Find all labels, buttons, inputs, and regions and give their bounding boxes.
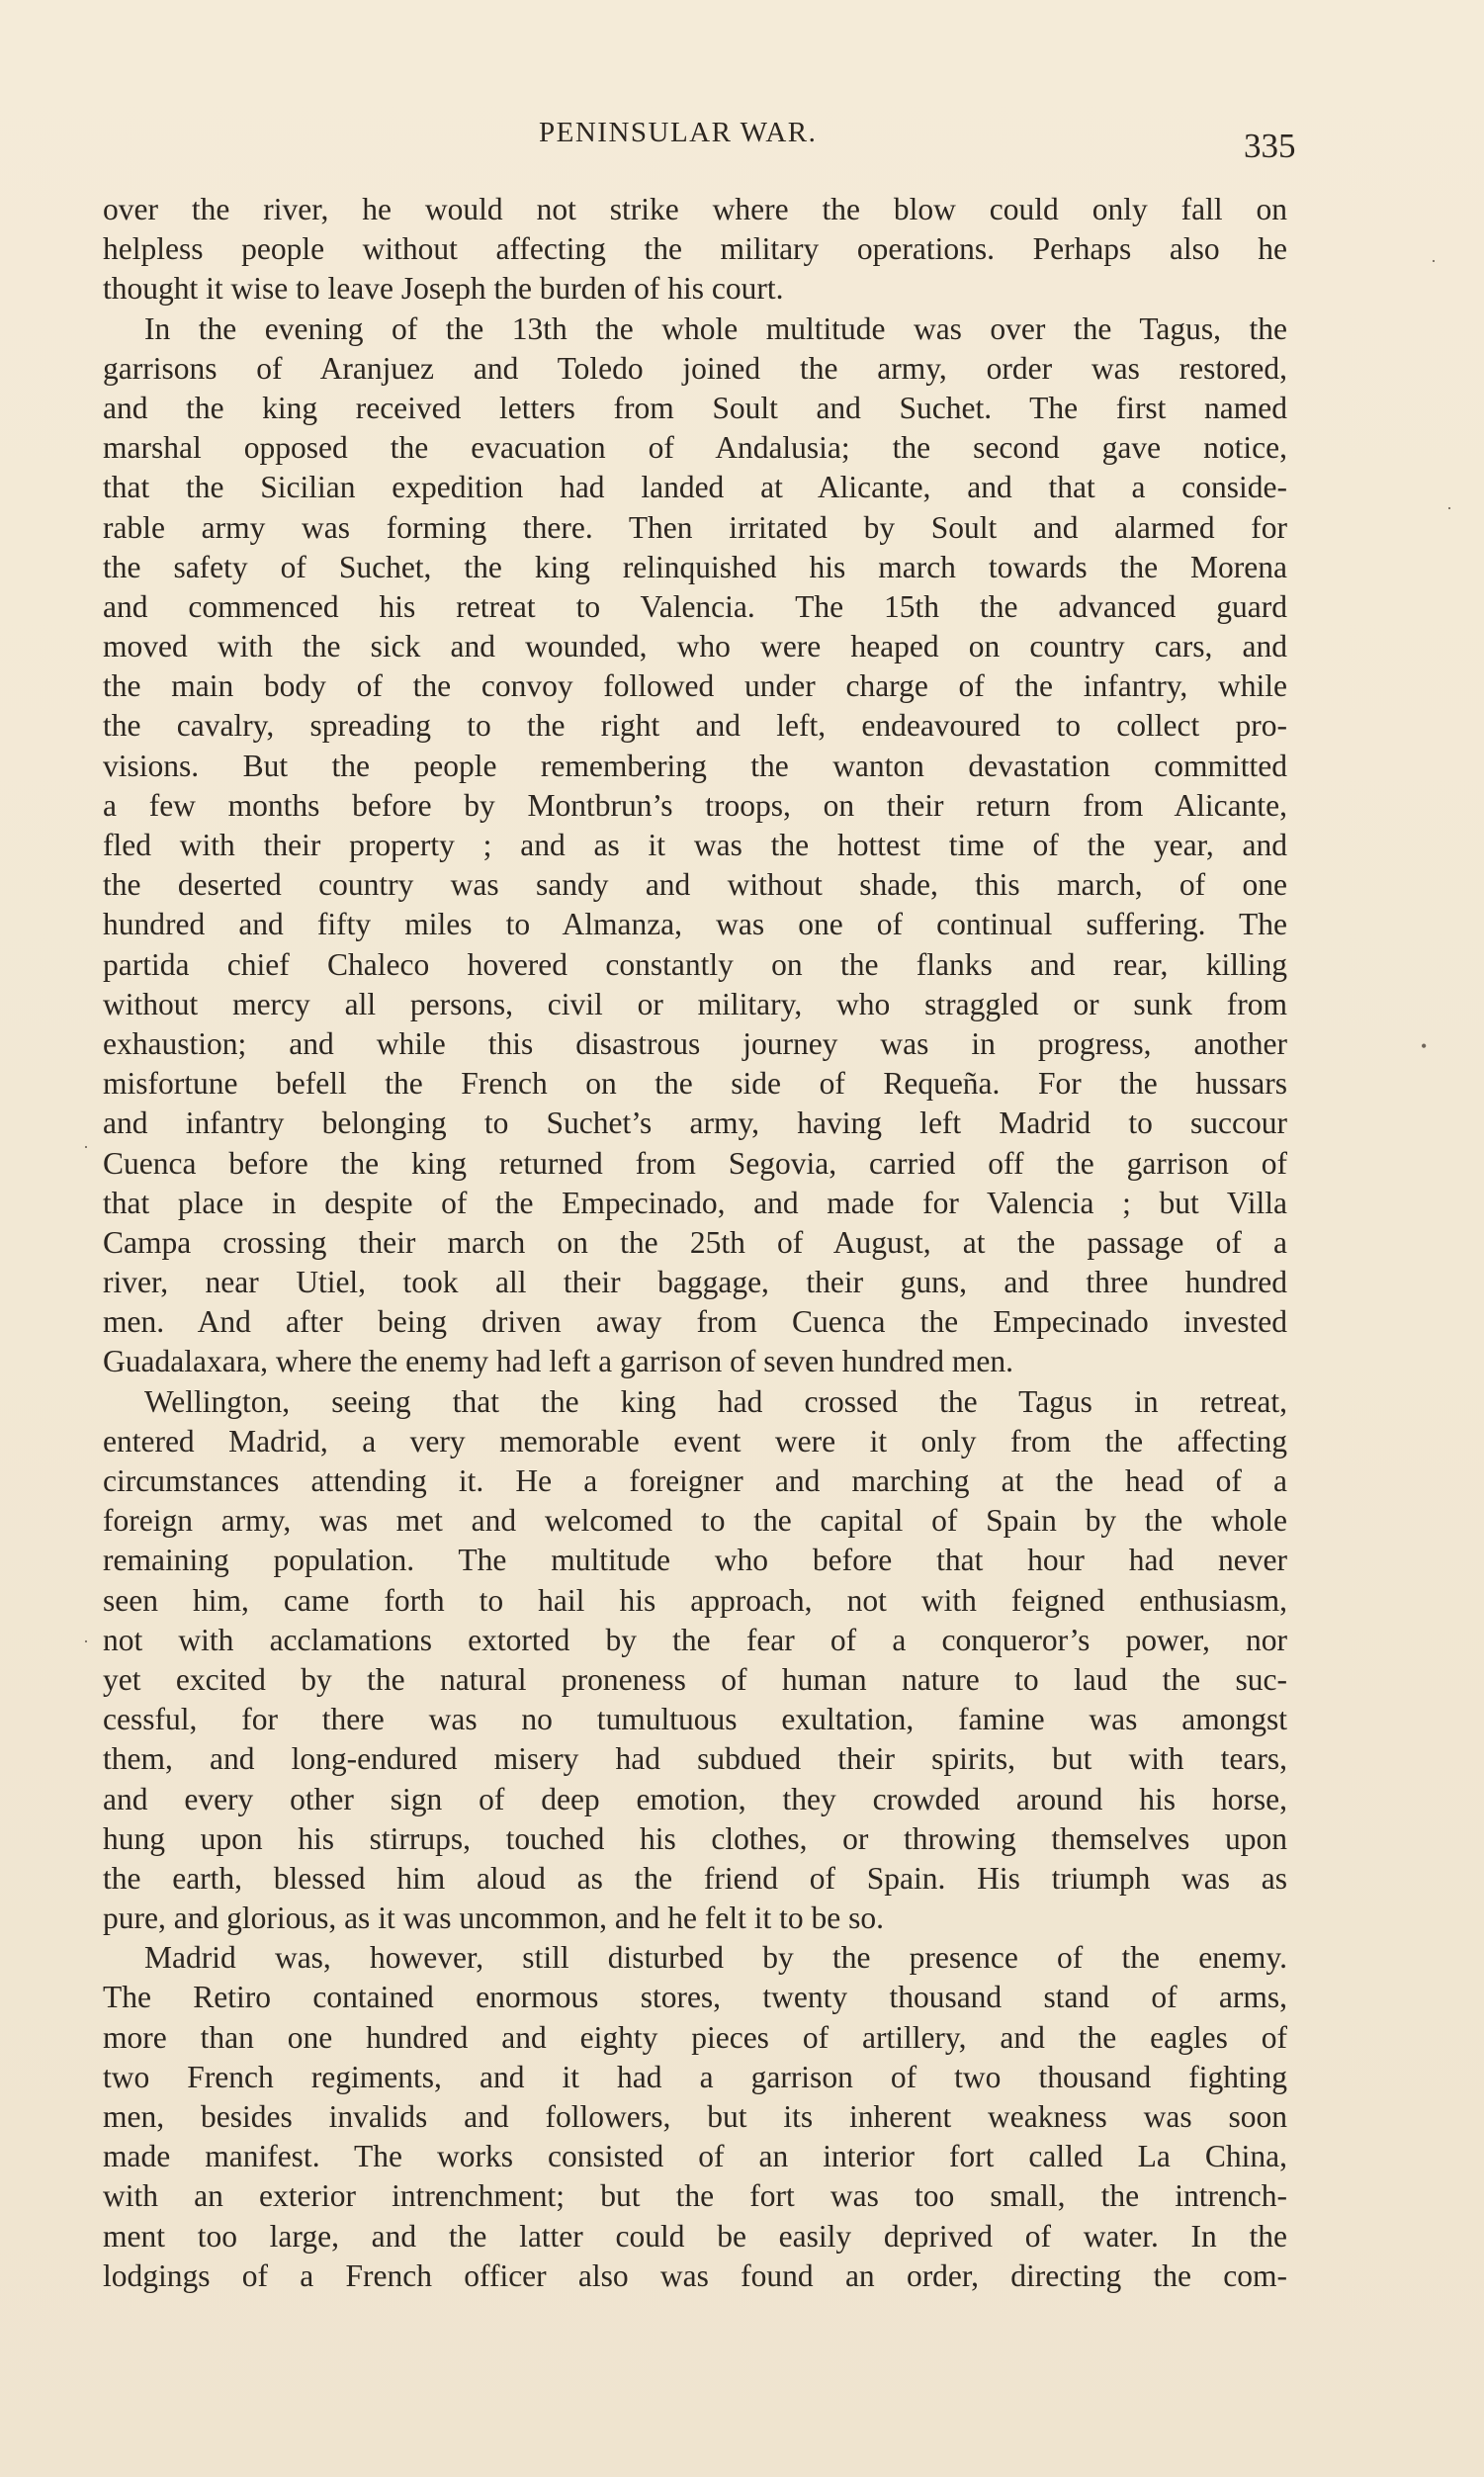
margin-speck: · xyxy=(83,1632,89,1651)
text-line: marshal opposed the evacuation of Andalusia; the second gave notice, xyxy=(103,430,1287,466)
body-text xyxy=(103,190,1287,2296)
text-line: misfortune befell the French on the side of Requeña. For the hussars xyxy=(103,1066,1287,1102)
text-line: more than one hundred and eighty pieces of artillery, and the eagles of xyxy=(103,2019,1287,2055)
text-line: rable army was forming there. Then irritated by Soult and alarmed for xyxy=(103,509,1287,545)
text-line: garrisons of Aranjuez and Toledo joined the army, order was restored, xyxy=(103,350,1287,386)
text-line: seen him, came forth to hail his approach, not with feigned enthusiasm, xyxy=(103,1582,1287,1618)
text-line: two French regiments, and it had a garrison of two thousand fighting xyxy=(103,2059,1287,2094)
text-line: and every other sign of deep emotion, they crowded around his horse, xyxy=(103,1781,1287,1816)
text-line: and commenced his retreat to Valencia. The 15th the advanced guard xyxy=(103,588,1287,624)
text-line: over the river, he would not strike where the blow could only fall on xyxy=(103,192,1287,226)
text-line: The Retiro contained enormous stores, twenty thousand stand of arms, xyxy=(103,1980,1287,2015)
text-line: cessful, for there was no tumultuous exultation, famine was amongst xyxy=(103,1702,1287,1737)
text-line: hung upon his stirrups, touched his clothes, or throwing themselves upon xyxy=(103,1820,1287,1856)
text-line: with an exterior intrenchment; but the fort was too small, the intrench- xyxy=(103,2178,1287,2214)
text-line: made manifest. The works consisted of an interior fort called La China, xyxy=(103,2139,1287,2174)
text-line: the safety of Suchet, the king relinquished his march towards the Morena xyxy=(103,549,1287,584)
text-line: exhaustion; and while this disastrous journey was in progress, another xyxy=(103,1025,1287,1061)
text-line: circumstances attending it. He a foreigner and marching at the head of a xyxy=(103,1463,1287,1498)
text-line: the earth, blessed him aloud as the friend of Spain. His triumph was as xyxy=(103,1860,1287,1896)
text-line: and infantry belonging to Suchet’s army, having left Madrid to succour xyxy=(103,1106,1287,1141)
text-line: helpless people without affecting the military operations. Perhaps also he xyxy=(103,231,1287,267)
text-line: that place in despite of the Empecinado, and made for Valencia ; but Villa xyxy=(103,1185,1287,1220)
text-line: fled with their property ; and as it was the hottest time of the year, and xyxy=(103,828,1287,862)
text-line: not with acclamations extorted by the fear of a conqueror’s power, nor xyxy=(103,1622,1287,1657)
text-line: remaining population. The multitude who before that hour had never xyxy=(103,1543,1287,1578)
page-number: 335 xyxy=(1244,127,1296,165)
text-line: the cavalry, spreading to the right and left, endeavoured to collect pro- xyxy=(103,708,1287,744)
text-line: In the evening of the 13th the whole multitude was over the Tagus, the xyxy=(144,310,1287,346)
text-line: without mercy all persons, civil or military, who straggled or sunk from xyxy=(103,986,1287,1021)
text-line: them, and long-endured misery had subdued their spirits, but with tears, xyxy=(103,1741,1287,1777)
text-line: entered Madrid, a very memorable event were it only from the affecting xyxy=(103,1423,1287,1459)
margin-speck: · xyxy=(83,1137,89,1157)
text-line: a few months before by Montbrun’s troops, on their return from Alicante, xyxy=(103,787,1287,823)
text-line: Campa crossing their march on the 25th of August, at the passage of a xyxy=(103,1224,1287,1260)
text-line: the deserted country was sandy and without shade, this march, of one xyxy=(103,867,1287,903)
margin-speck: · xyxy=(1446,498,1452,518)
margin-speck: • xyxy=(1421,1036,1428,1056)
text-line: that the Sicilian expedition had landed at Alicante, and that a conside- xyxy=(103,470,1287,505)
text-line: Cuenca before the king returned from Segovia, carried off the garrison of xyxy=(103,1145,1287,1181)
text-line: hundred and fifty miles to Almanza, was one of continual suffering. The xyxy=(103,907,1287,942)
running-head: PENINSULAR WAR. xyxy=(539,117,818,148)
text-line: the main body of the convoy followed under charge of the infantry, while xyxy=(103,668,1287,704)
text-line: lodgings of a French officer also was found an order, directing the com- xyxy=(103,2257,1287,2293)
margin-speck: · xyxy=(1431,251,1437,271)
text-line: ment too large, and the latter could be easily deprived of water. In the xyxy=(103,2218,1287,2254)
text-line: foreign army, was met and welcomed to the capital of Spain by the whole xyxy=(103,1503,1287,1539)
text-line: partida chief Chaleco hovered constantly on the flanks and rear, killing xyxy=(103,946,1287,982)
text-line: Wellington, seeing that the king had crossed the Tagus in retreat, xyxy=(144,1383,1287,1419)
text-line: men, besides invalids and followers, but its inherent weakness was soon xyxy=(103,2099,1287,2134)
text-line: pure, and glorious, as it was uncommon, and he felt it to be so. xyxy=(103,1901,884,1936)
text-line: Guadalaxara, where the enemy had left a garrison of seven hundred men. xyxy=(103,1344,1013,1379)
text-line: visions. But the people remembering the wanton devastation committed xyxy=(103,748,1287,783)
text-line: Madrid was, however, still disturbed by the presence of the enemy. xyxy=(144,1940,1287,1976)
text-line: moved with the sick and wounded, who were heaped on country cars, and xyxy=(103,629,1287,664)
text-line: river, near Utiel, took all their baggage, their guns, and three hundred xyxy=(103,1265,1287,1300)
text-line: men. And after being driven away from Cuenca the Empecinado invested xyxy=(103,1304,1287,1340)
text-line: and the king received letters from Soult and Suchet. The first named xyxy=(103,390,1287,425)
text-line: yet excited by the natural proneness of human nature to laud the suc- xyxy=(103,1661,1287,1697)
text-line: thought it wise to leave Joseph the burden of his court. xyxy=(103,271,784,307)
